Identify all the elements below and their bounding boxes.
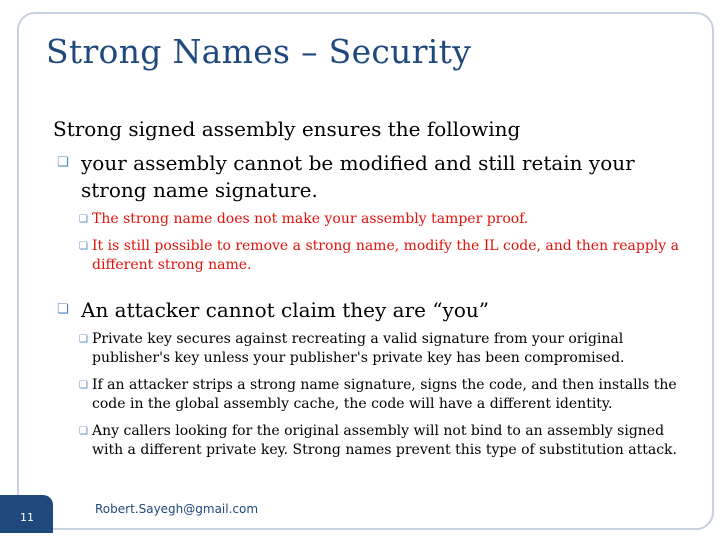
sub-bullet-2-3 <box>53 422 693 460</box>
bullet-1 <box>53 150 693 204</box>
footer-email: Robert.Sayegh@gmail.com <box>95 502 259 516</box>
bullet-icon: ❏ <box>79 334 88 345</box>
bullet-icon: ❏ <box>79 426 88 437</box>
sub-bullet-1-1 <box>53 210 693 229</box>
sub-bullet-1-1-text: The strong name does not make your assembly tamper proof. <box>92 211 529 227</box>
sub-bullet-1-2-text: It is still possible to remove a strong name, modify the IL code, and then reapply a different strong name. <box>92 238 679 273</box>
spacer <box>53 283 693 297</box>
bullet-icon: ❏ <box>79 214 88 225</box>
bullet-2-text: An attacker cannot claim they are “you” <box>81 298 489 322</box>
sub-bullet-1-2 <box>53 237 693 275</box>
bullet-icon: ❏ <box>57 155 69 170</box>
lead-text: Strong signed assembly ensures the following <box>53 117 521 141</box>
sub-bullet-2-2-text: If an attacker strips a strong name signature, signs the code, and then installs the code in the global assembly cache, the code will have a different identity. <box>92 377 677 412</box>
page-number: 11 <box>20 511 34 524</box>
bullet-icon: ❏ <box>79 380 88 391</box>
sub-bullet-2-1-text: Private key secures against recreating a valid signature from your original publisher's key unless your publisher's private key has been compromised. <box>92 331 625 366</box>
slide-content <box>53 116 693 468</box>
sub-bullet-2-3-text: Any callers looking for the original assembly will not bind to an assembly signed with a different private key. Strong names prevent this type of substitution attack. <box>92 423 677 458</box>
bullet-1-text: your assembly cannot be modified and still retain your strong name signature. <box>81 151 635 202</box>
bullet-1-subitems <box>53 210 693 275</box>
sub-bullet-2-1 <box>53 330 693 368</box>
bullet-2-subitems <box>53 330 693 460</box>
bullet-icon: ❏ <box>79 241 88 252</box>
bullet-icon: ❏ <box>57 302 69 317</box>
sub-bullet-2-2 <box>53 376 693 414</box>
slide-title: Strong Names – Security <box>46 32 472 71</box>
bullet-2 <box>53 297 693 324</box>
